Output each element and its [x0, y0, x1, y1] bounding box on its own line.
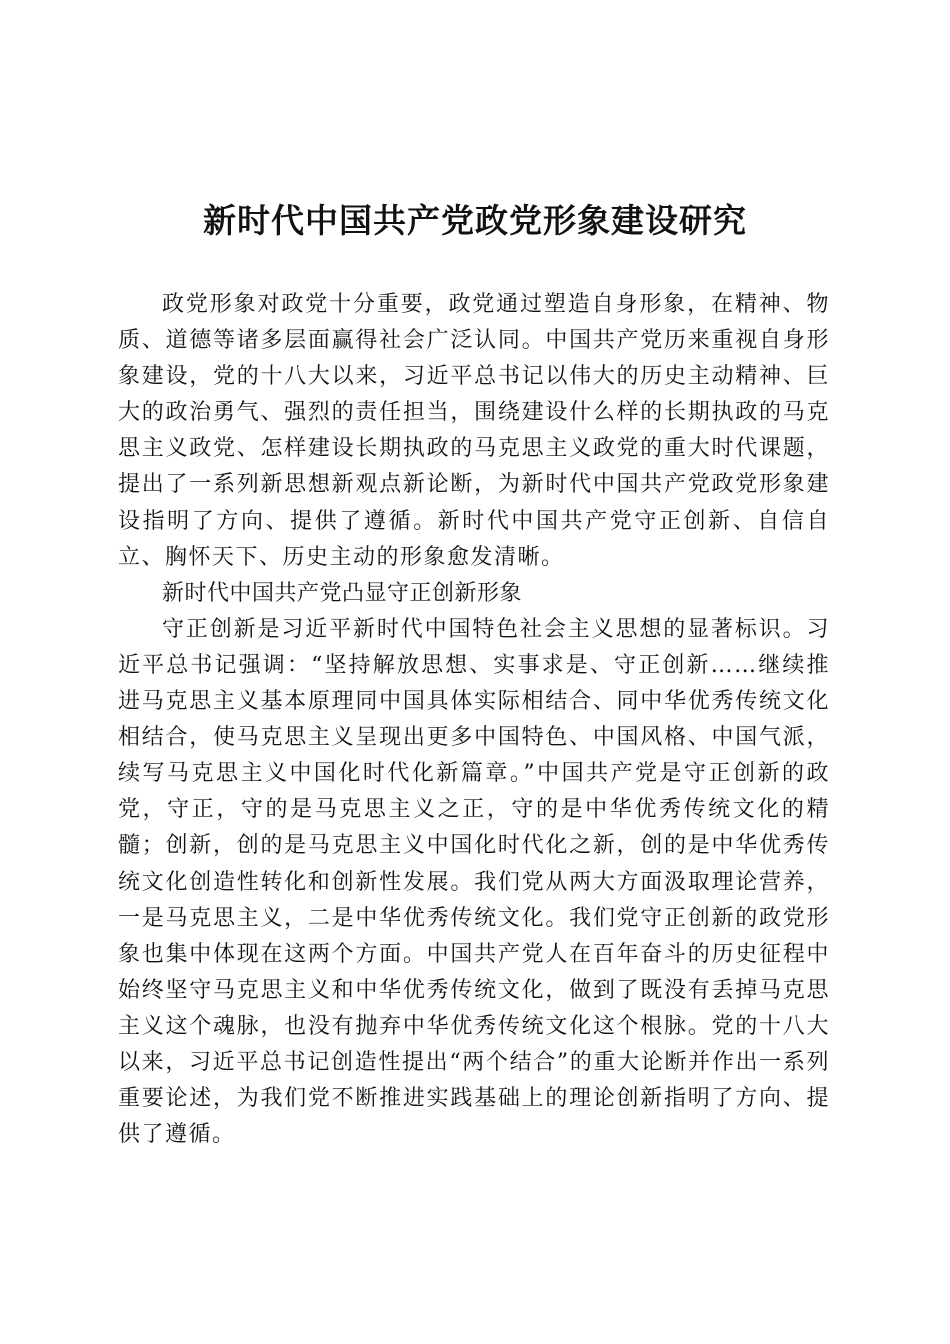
document-body — [118, 287, 830, 1153]
paragraph-intro: 政党形象对政党十分重要，政党通过塑造自身形象，在精神、物质、道德等诸多层面赢得社会广泛认同。中国共产党历来重视自身形象建设，党的十八大以来，习近平总书记以伟大的历史主动精神、巨大的政治勇气、强烈的责任担当，围绕建设什么样的长期执政的马克思主义政党、怎样建设长期执政的马克思主义政党的重大时代课题，提出了一系列新思想新观点新论断，为新时代中国共产党政党形象建设指明了方向、提供了遵循。新时代中国共产党守正创新、自信自立、胸怀天下、历史主动的形象愈发清晰。 — [118, 292, 830, 570]
section-heading: 新时代中国共产党凸显守正创新形象 — [162, 580, 523, 606]
document-title: 新时代中国共产党政党形象建设研究 — [203, 201, 747, 240]
paragraph-section-1: 守正创新是习近平新时代中国特色社会主义思想的显著标识。习近平总书记强调：“坚持解放思想、实事求是、守正创新……继续推进马克思主义基本原理同中国具体实际相结合、同中华优秀传统文化相结合，使马克思主义呈现出更多中国特色、中国风格、中国气派，续写马克思主义中国化时代化新篇章。”中国共产党是守正创新的政党，守正，守的是马克思主义之正，守的是中华优秀传统文化的精髓；创新，创的是马克思主义中国化时代化之新，创的是中华优秀传统文化创造性转化和创新性发展。我们党从两大方面汲取理论营养，一是马克思主义，二是中华优秀传统文化。我们党守正创新的政党形象也集中体现在这两个方面。中国共产党人在百年奋斗的历史征程中始终坚守马克思主义和中华优秀传统文化，做到了既没有丢掉马克思主义这个魂脉，也没有抛弃中华优秀传统文化这个根脉。党的十八大以来，习近平总书记创造性提出“两个结合”的重大论断并作出一系列重要论述，为我们党不断推进实践基础上的理论创新指明了方向、提供了遵循。 — [118, 616, 830, 1148]
